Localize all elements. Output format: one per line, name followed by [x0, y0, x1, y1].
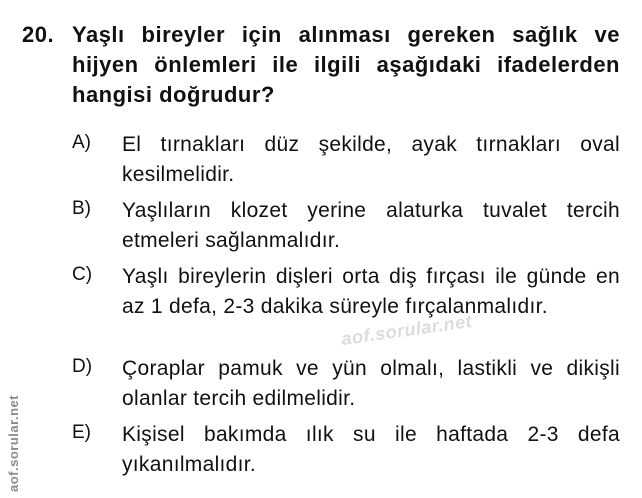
option-b[interactable]	[72, 196, 620, 256]
option-e-text: Kişisel bakımda ılık su ile haftada 2-3 defa yıkanılmalıdır.	[122, 423, 620, 476]
option-d-text: Çoraplar pamuk ve yün olmalı, lastikli ve dikişli olanlar tercih edilmelidir.	[122, 357, 620, 410]
option-a-text: El tırnakları düz şekilde, ayak tırnakları oval kesilmelidir.	[122, 133, 620, 186]
option-d-letter: D)	[72, 356, 93, 377]
option-d[interactable]	[72, 354, 620, 414]
watermark-side: aof.sorular.net	[6, 394, 21, 492]
option-b-text: Yaşlıların klozet yerine alaturka tuvalet tercih etmeleri sağlanmalıdır.	[122, 199, 620, 252]
watermark-center: aof.sorular.net	[340, 310, 474, 350]
option-c[interactable]	[72, 262, 620, 322]
option-e-letter: E)	[72, 422, 91, 443]
option-a-letter: A)	[72, 132, 91, 153]
question-number: 20.	[22, 22, 55, 47]
option-e[interactable]	[72, 420, 620, 480]
option-c-letter: C)	[72, 264, 93, 285]
option-b-letter: B)	[72, 198, 91, 219]
option-c-text: Yaşlı bireylerin dişleri orta diş fırçası ile günde en az 1 defa, 2-3 dakika süreyle fırçalanmalıdır.	[122, 265, 620, 318]
question-text: Yaşlı bireyler için alınması gereken sağlık ve hijyen önlemleri ile ilgili aşağıdaki ifadelerden hangisi doğrudur?	[72, 22, 620, 107]
option-a[interactable]	[72, 130, 620, 190]
